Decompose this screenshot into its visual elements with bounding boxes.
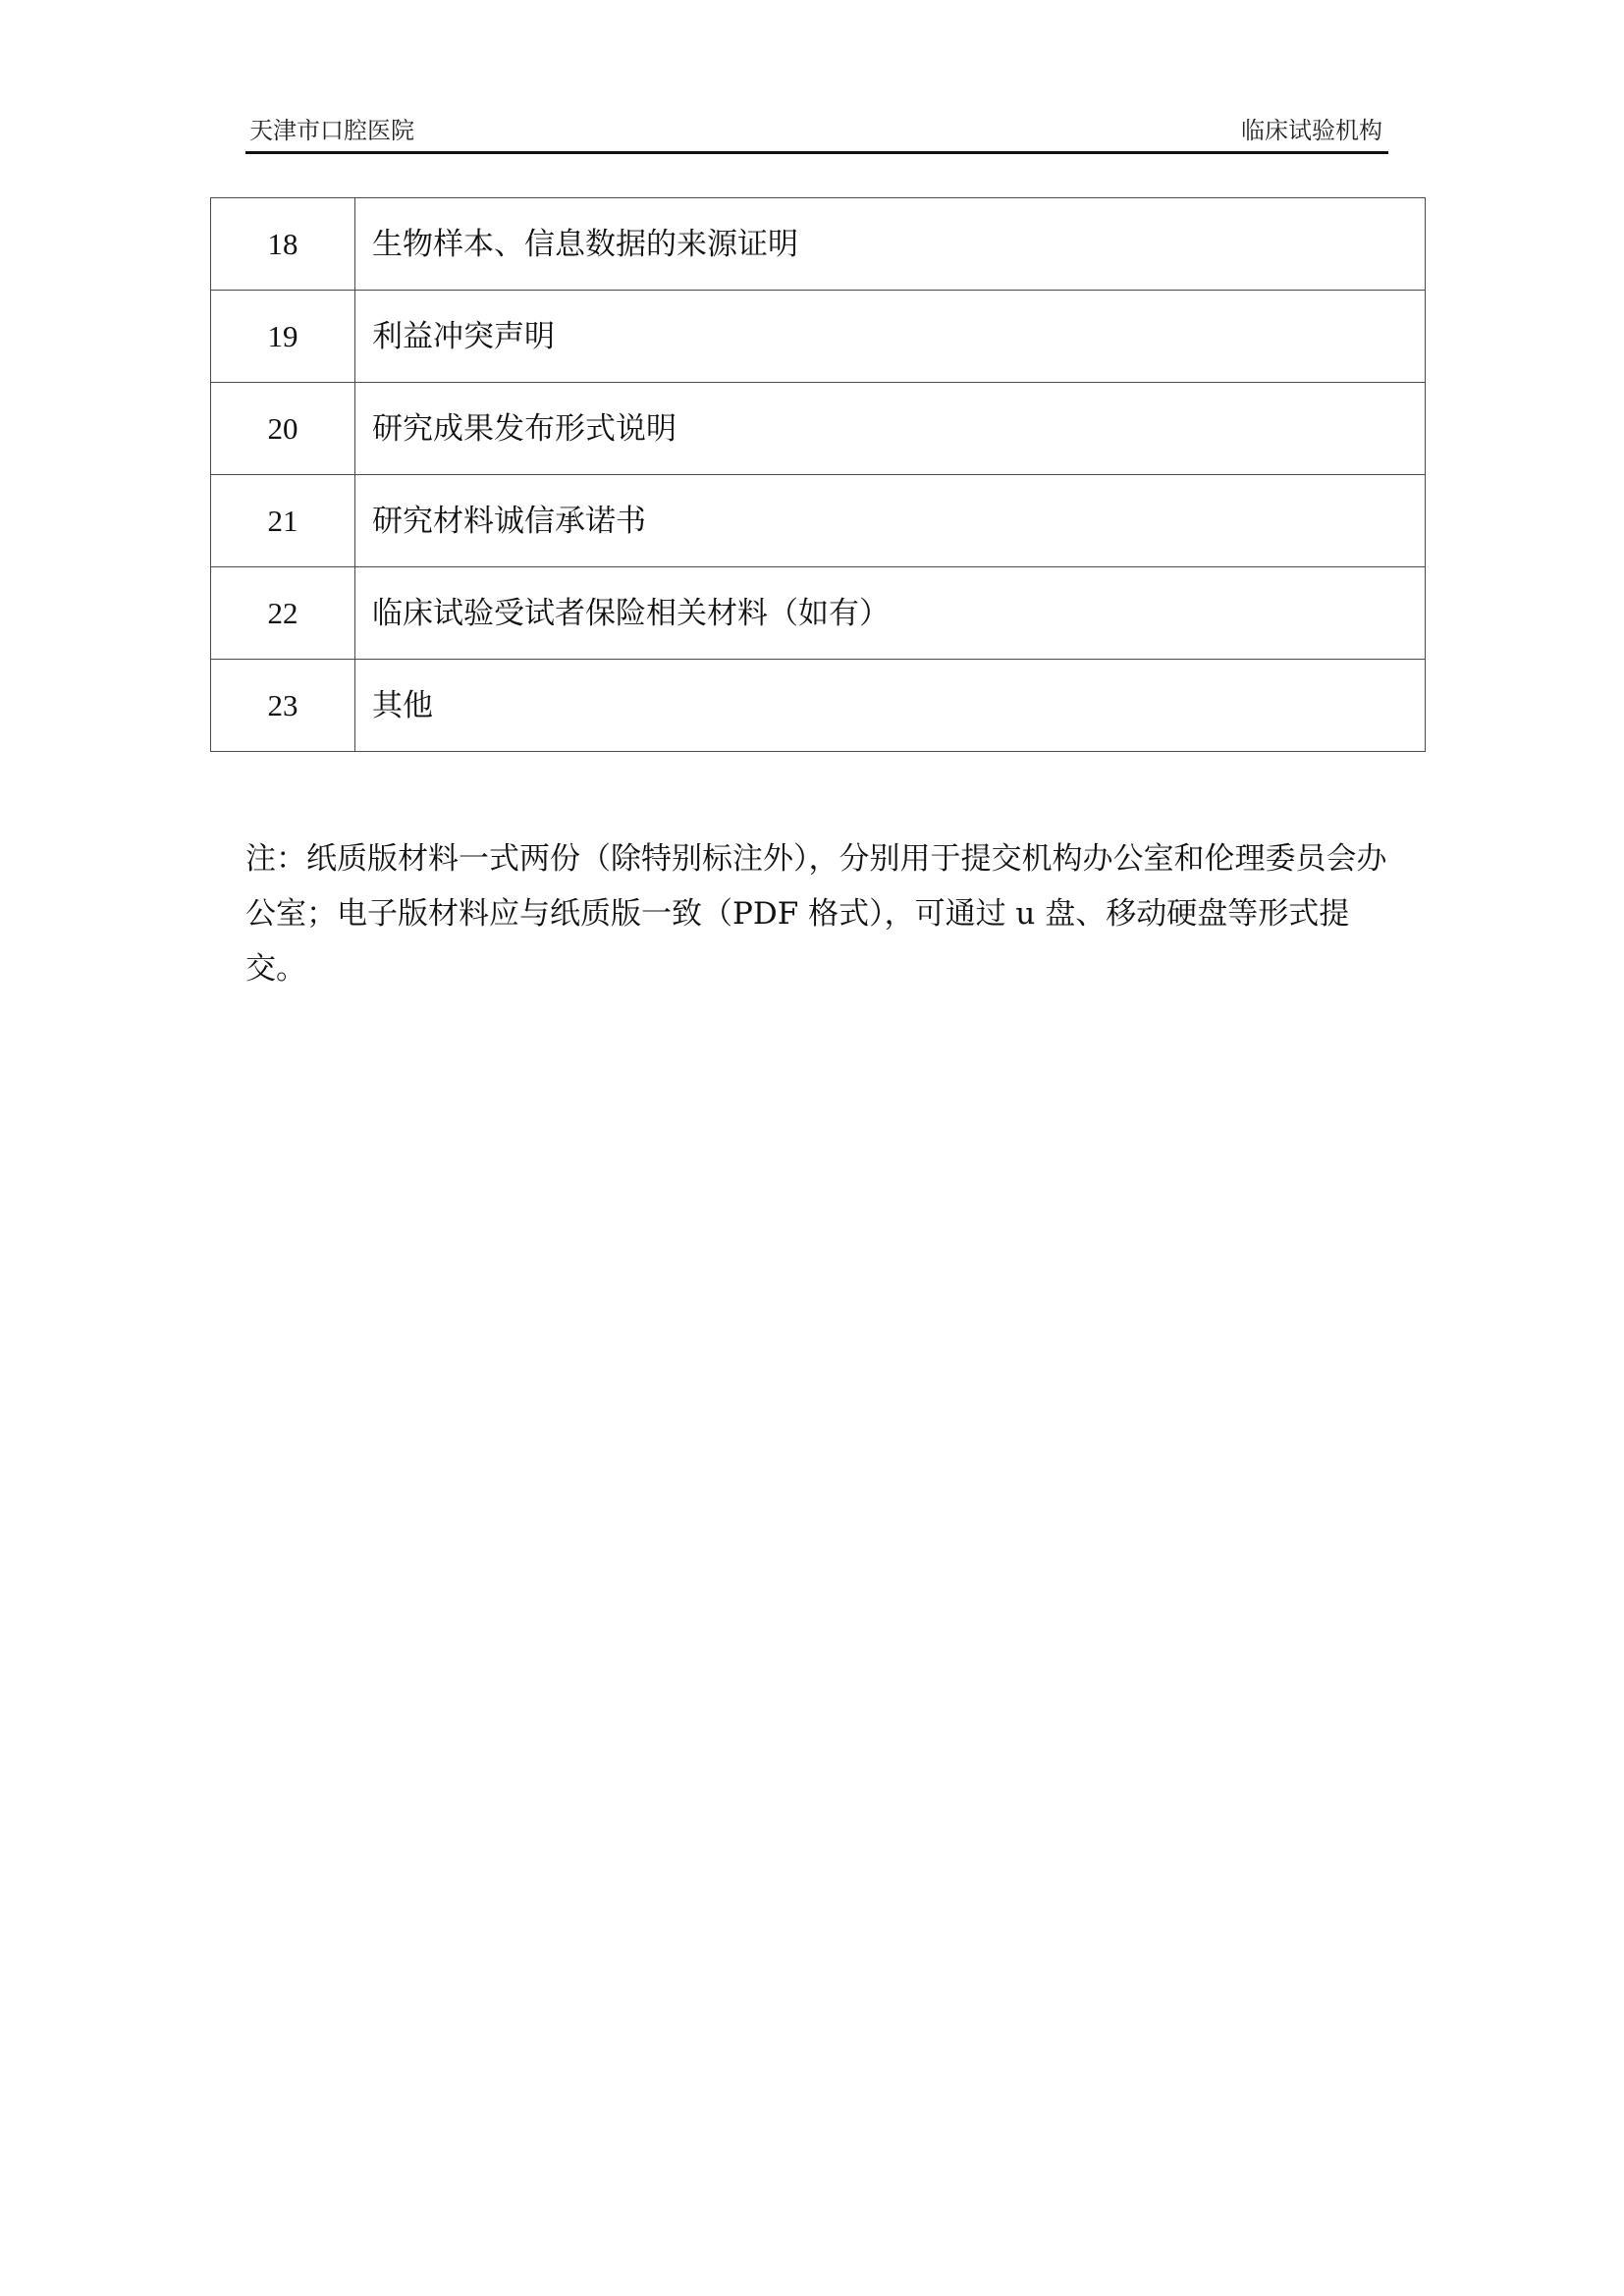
row-number: 22 xyxy=(211,567,355,660)
row-item: 生物样本、信息数据的来源证明 xyxy=(355,198,1426,291)
row-item: 研究材料诚信承诺书 xyxy=(355,475,1426,567)
row-item: 研究成果发布形式说明 xyxy=(355,383,1426,475)
table-row xyxy=(211,475,1426,567)
row-number: 18 xyxy=(211,198,355,291)
row-number: 19 xyxy=(211,291,355,383)
table-row xyxy=(211,291,1426,383)
table-row xyxy=(211,660,1426,752)
table-row xyxy=(211,198,1426,291)
table-row xyxy=(211,383,1426,475)
row-number: 23 xyxy=(211,660,355,752)
row-item: 临床试验受试者保险相关材料（如有） xyxy=(355,567,1426,660)
row-item: 其他 xyxy=(355,660,1426,752)
header-department-name: 临床试验机构 xyxy=(1241,117,1382,144)
page-header xyxy=(245,116,1388,154)
header-hospital-name: 天津市口腔医院 xyxy=(249,117,414,144)
row-number: 21 xyxy=(211,475,355,567)
row-item: 利益冲突声明 xyxy=(355,291,1426,383)
row-number: 20 xyxy=(211,383,355,475)
table-row xyxy=(211,567,1426,660)
submission-note: 注：纸质版材料一式两份（除特别标注外），分别用于提交机构办公室和伦理委员会办公室；电子版材料应与纸质版一致（PDF 格式），可通过 u 盘、移动硬盘等形式提交。 xyxy=(245,841,1387,987)
materials-table xyxy=(210,197,1426,752)
